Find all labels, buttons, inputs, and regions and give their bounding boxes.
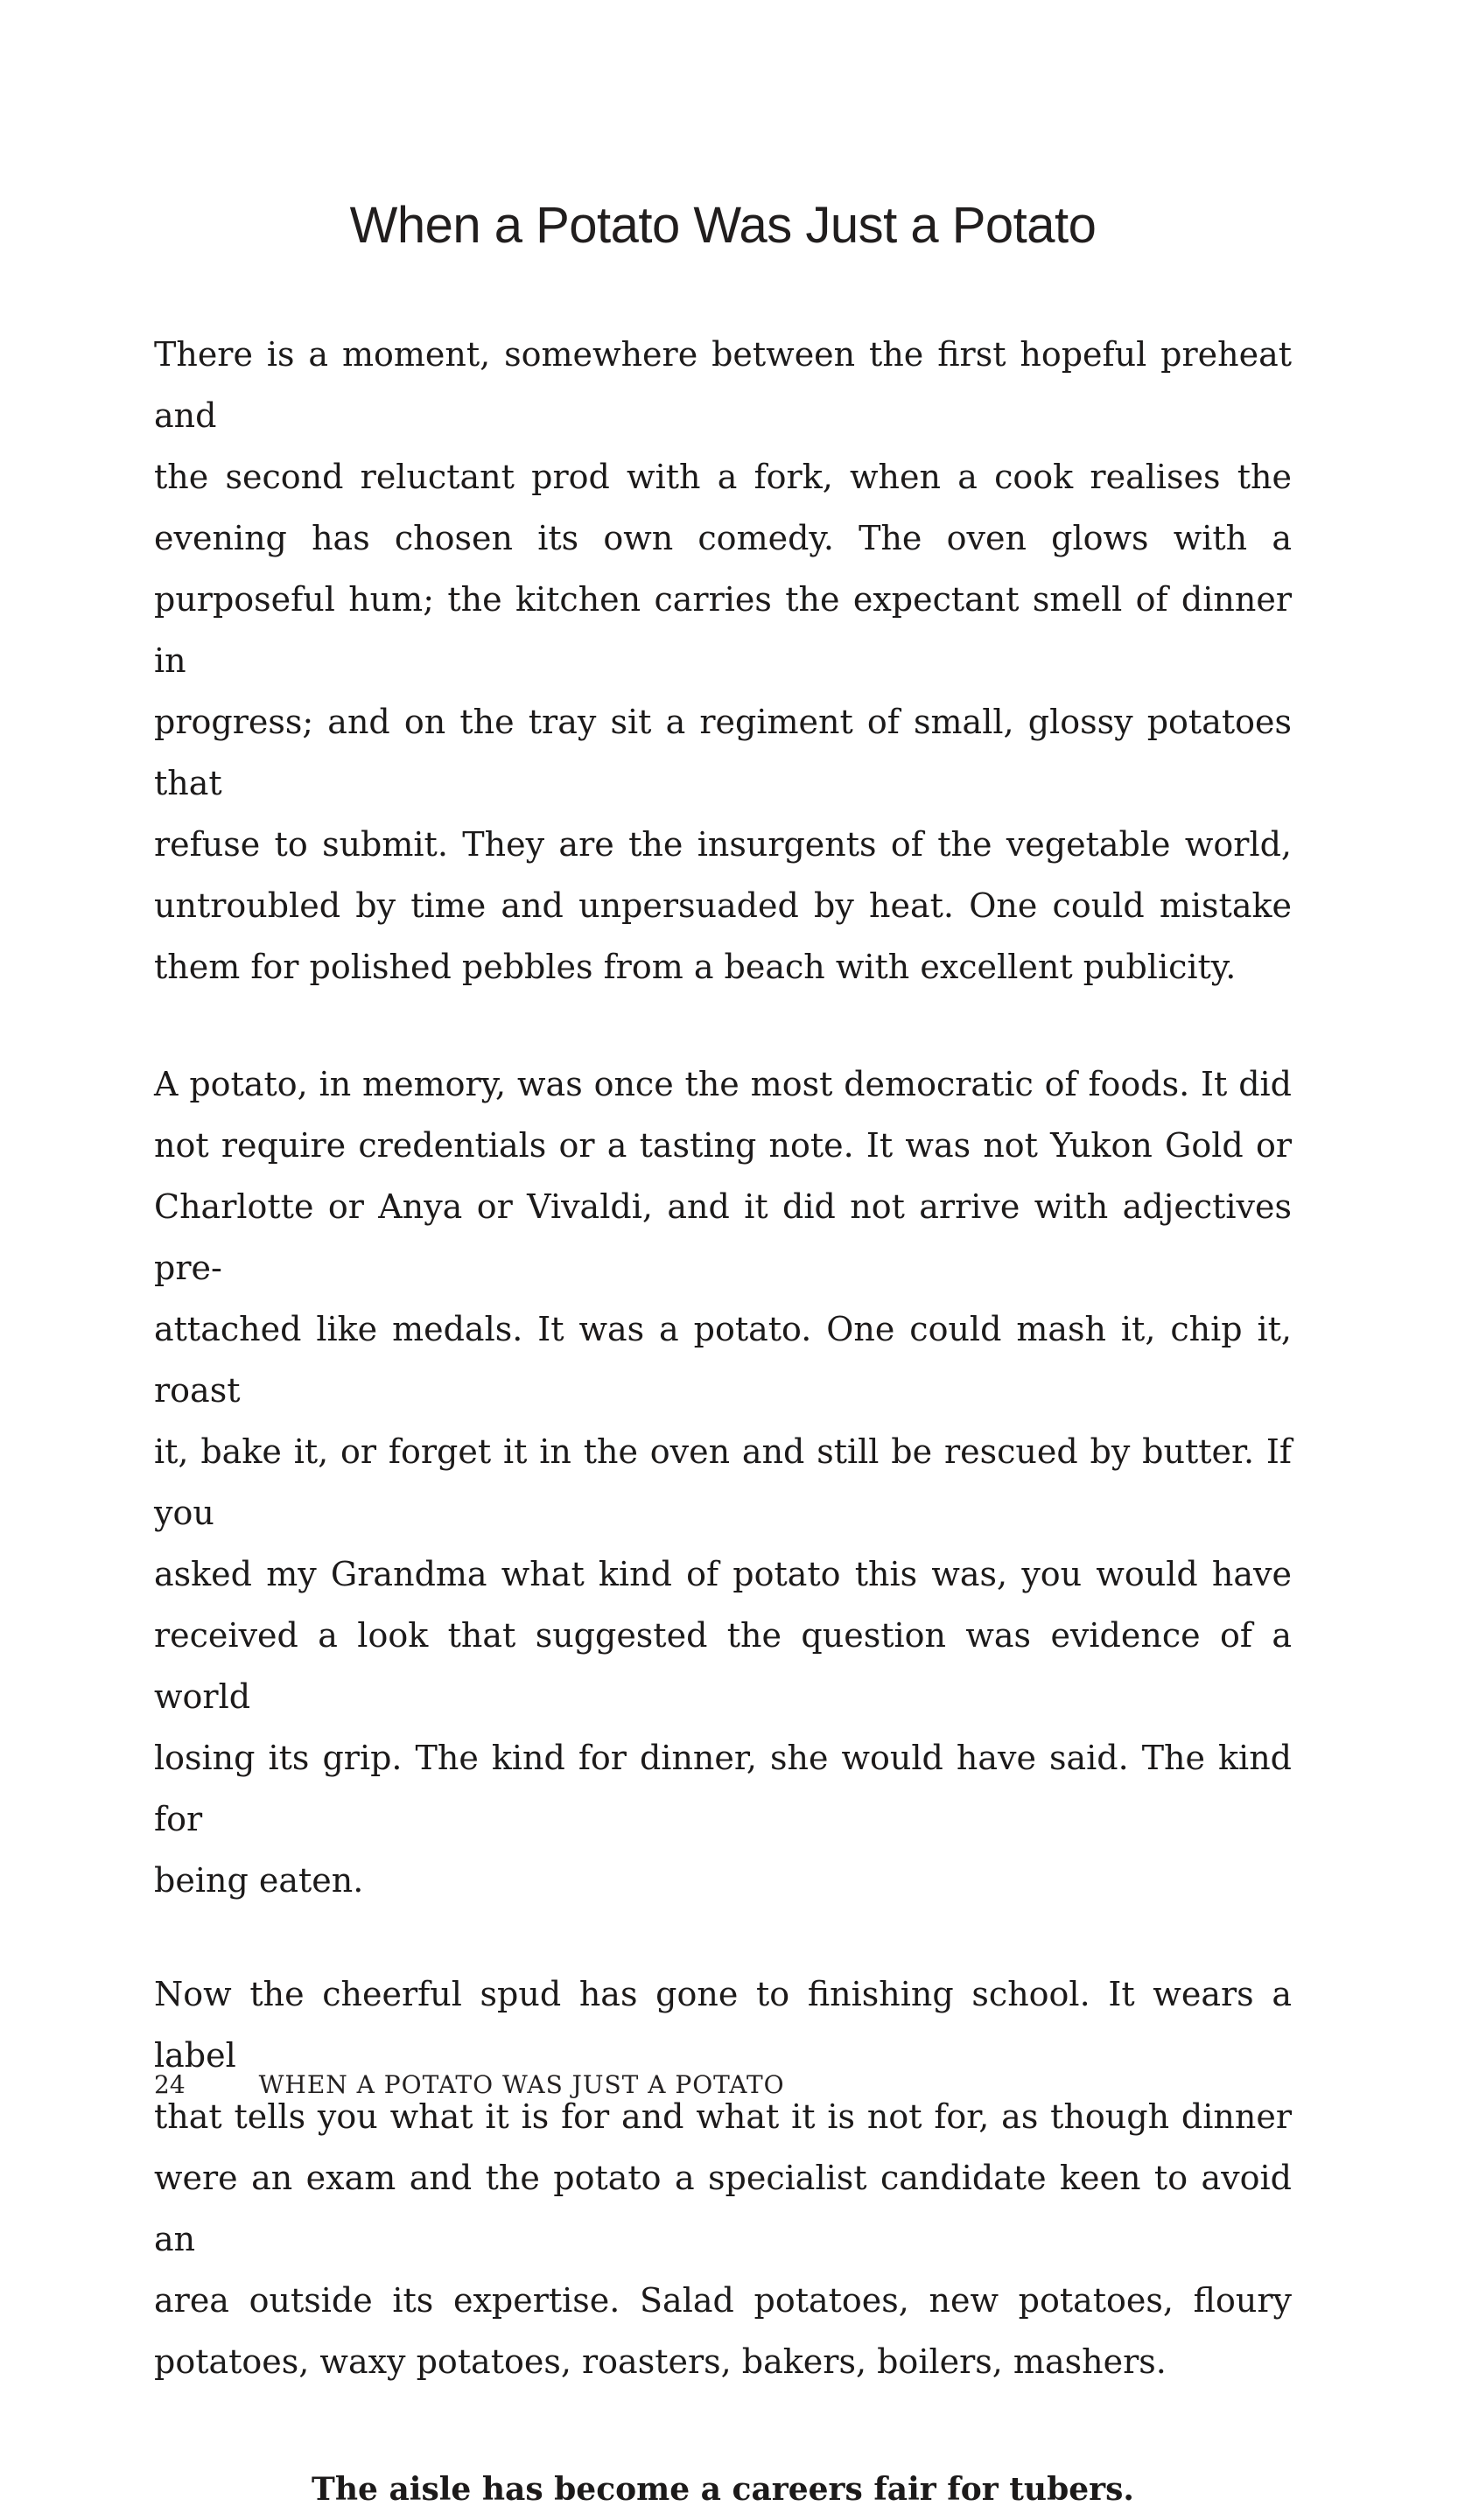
chapter-title: When a Potato Was Just a Potato bbox=[349, 197, 1097, 254]
text-line: that tells you what it is for and what it is not for, as though dinner bbox=[154, 2097, 1292, 2136]
text-line: attached like medals. It was a potato. One could mash it, chip it, roast bbox=[154, 1310, 1292, 1410]
paragraph bbox=[154, 324, 1292, 998]
text-line: not require credentials or a tasting note. It was not Yukon Gold or bbox=[154, 1126, 1292, 1165]
text-line: it, bake it, or forget it in the oven and still be rescued by butter. If you bbox=[154, 1432, 1292, 1532]
text-line: losing its grip. The kind for dinner, she would have said. The kind for bbox=[154, 1739, 1292, 1838]
text-line: potatoes, waxy potatoes, roasters, bakers, boilers, mashers. bbox=[154, 2342, 1167, 2381]
text-line: were an exam and the potato a specialist candidate keen to avoid an bbox=[154, 2159, 1292, 2258]
pull-quote: The aisle has become a careers fair for tubers. bbox=[312, 2471, 1134, 2508]
text-line: evening has chosen its own comedy. The oven glows with a bbox=[154, 519, 1292, 557]
text-line: purposeful hum; the kitchen carries the expectant smell of dinner in bbox=[154, 580, 1292, 680]
text-line: them for polished pebbles from a beach with excellent publicity. bbox=[154, 948, 1237, 986]
page-content bbox=[154, 0, 1292, 2520]
text-line: Now the cheerful spud has gone to finishing school. It wears a label bbox=[154, 1975, 1292, 2075]
text-line: received a look that suggested the question was evidence of a world bbox=[154, 1616, 1292, 1716]
text-line: the second reluctant prod with a fork, when a cook realises the bbox=[154, 458, 1292, 496]
text-line: area outside its expertise. Salad potatoes, new potatoes, floury bbox=[154, 2281, 1292, 2320]
page-footer bbox=[154, 2070, 1292, 2100]
text-line: being eaten. bbox=[154, 1861, 364, 1900]
text-line: progress; and on the tray sit a regiment of small, glossy potatoes that bbox=[154, 703, 1292, 802]
text-line: refuse to submit. They are the insurgents of the vegetable world, bbox=[154, 825, 1292, 864]
text-line: There is a moment, somewhere between the first hopeful preheat and bbox=[154, 335, 1292, 435]
running-title: WHEN A POTATO WAS JUST A POTATO bbox=[258, 2070, 785, 2099]
paragraph bbox=[154, 1054, 1292, 1911]
text-line: A potato, in memory, was once the most democratic of foods. It did bbox=[154, 1065, 1292, 1103]
text-line: asked my Grandma what kind of potato this was, you would have bbox=[154, 1555, 1292, 1593]
text-line: Charlotte or Anya or Vivaldi, and it did not arrive with adjectives pre- bbox=[154, 1187, 1292, 1287]
paragraph bbox=[154, 1964, 1292, 2392]
page-number: 24 bbox=[154, 2070, 186, 2099]
text-line: untroubled by time and unpersuaded by heat. One could mistake bbox=[154, 886, 1292, 925]
